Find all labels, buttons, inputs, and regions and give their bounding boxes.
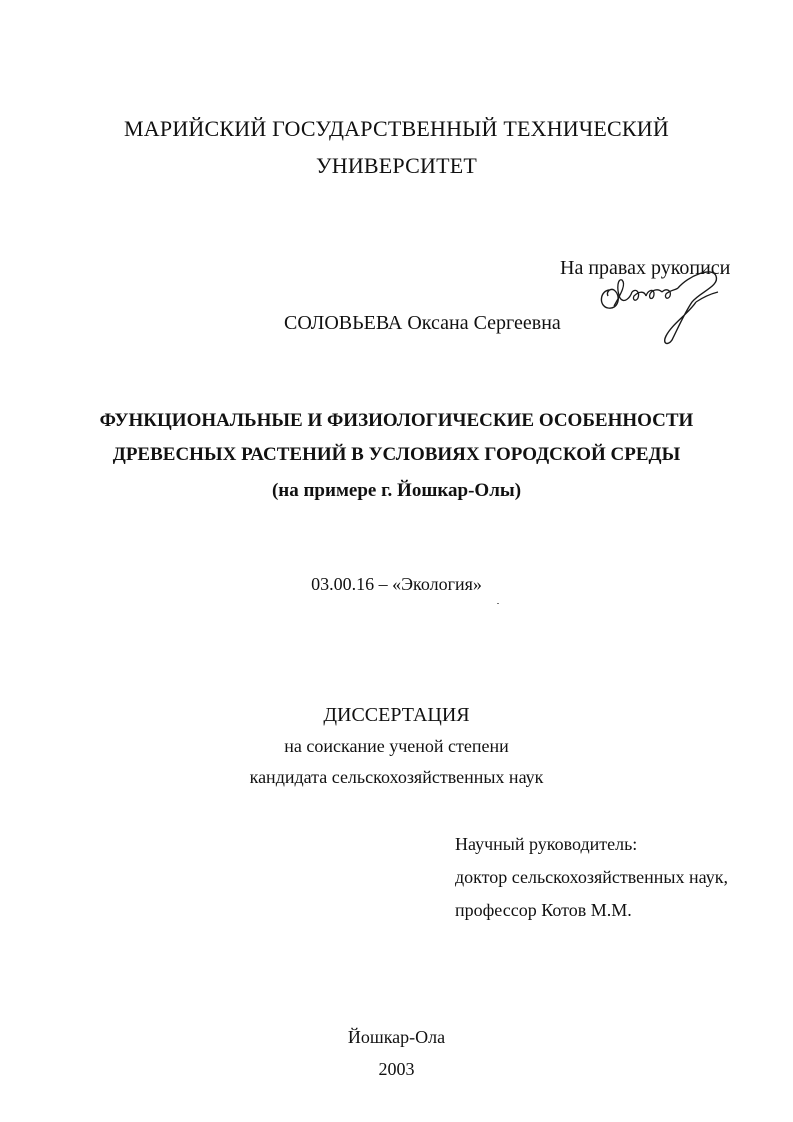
supervisor-label: Научный руководитель: [455, 834, 638, 854]
handwritten-signature [592, 262, 732, 352]
footer-year: 2003 [378, 1059, 415, 1079]
specialty-code: 03.00.16 – «Экология» [311, 574, 482, 594]
thesis-title-line3: (на примере г. Йошкар-Олы) [271, 480, 522, 501]
footer-city: Йошкар-Ола [347, 1027, 446, 1047]
university-name-line1: МАРИЙСКИЙ ГОСУДАРСТВЕННЫЙ ТЕХНИЧЕСКИЙ [124, 116, 669, 141]
scan-speck [497, 603, 499, 604]
manuscript-note: На правах рукописи [560, 257, 731, 279]
supervisor-degree: доктор сельскохозяйственных наук, [455, 867, 728, 887]
supervisor-name: профессор Котов М.М. [455, 900, 632, 920]
thesis-title-line2: ДРЕВЕСНЫХ РАСТЕНИЙ В УСЛОВИЯХ ГОРОДСКОЙ СРЕДЫ [112, 444, 681, 465]
thesis-title-line1: ФУНКЦИОНАЛЬНЫЕ И ФИЗИОЛОГИЧЕСКИЕ ОСОБЕННОСТИ [99, 410, 694, 431]
dissertation-label: ДИССЕРТАЦИЯ [323, 704, 470, 726]
author-name: СОЛОВЬЕВА Оксана Сергеевна [284, 312, 561, 334]
dissertation-degree-line1: на соискание ученой степени [284, 736, 509, 756]
dissertation-degree-line2: кандидата сельскохозяйственных наук [249, 767, 544, 787]
university-name-line2: УНИВЕРСИТЕТ [315, 153, 478, 178]
